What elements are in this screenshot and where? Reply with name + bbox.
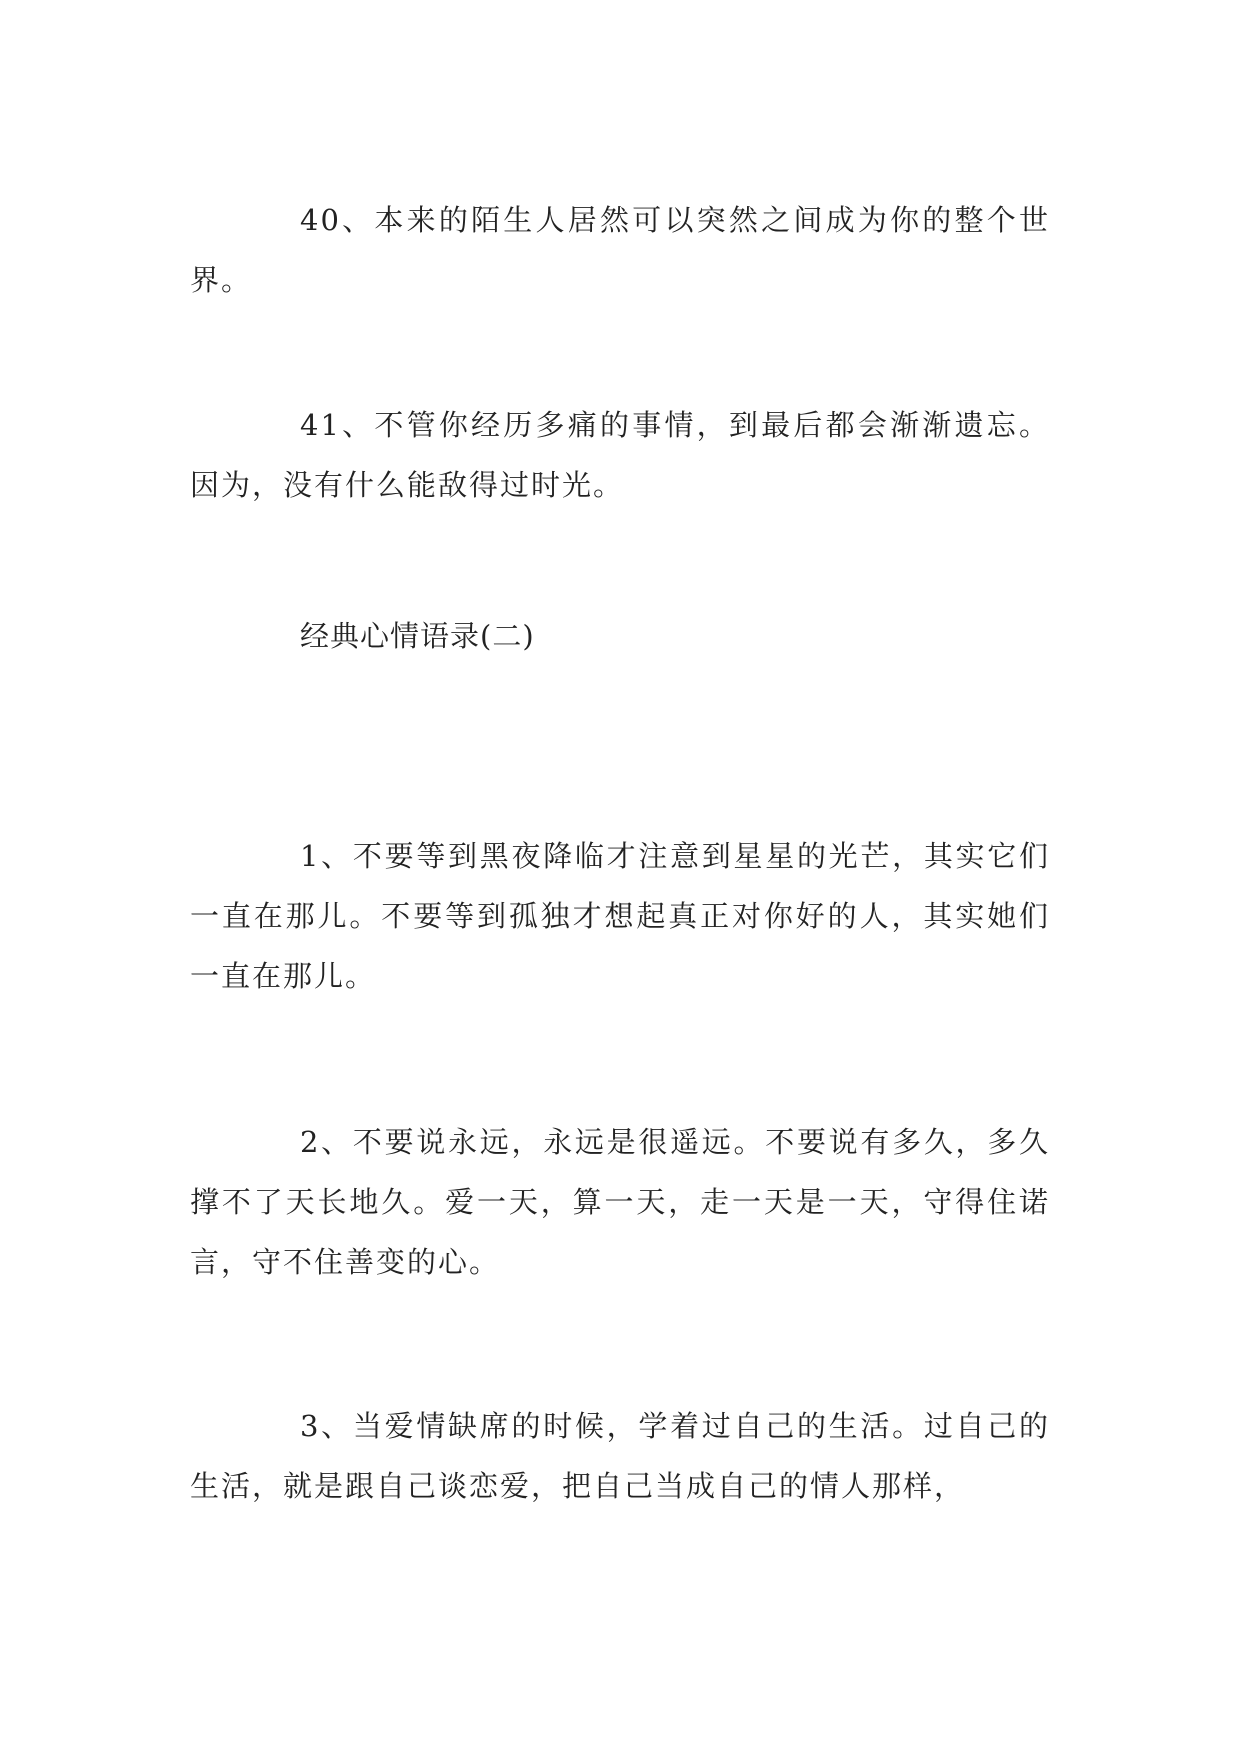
paragraph-2: 2、不要说永远，永远是很遥远。不要说有多久，多久撑不了天长地久。爱一天，算一天，走一天是一天，守得住诺言，守不住善变的心。 — [190, 1125, 1050, 1279]
paragraph-41: 41、不管你经历多痛的事情，到最后都会渐渐遗忘。因为，没有什么能敌得过时光。 — [190, 408, 1050, 502]
paragraph-3: 3、当爱情缺席的时候，学着过自己的生活。过自己的生活，就是跟自己谈恋爱，把自己当成自己的情人那样， — [190, 1409, 1050, 1503]
section-heading: 经典心情语录(二) — [300, 619, 535, 653]
paragraph-1: 1、不要等到黑夜降临才注意到星星的光芒，其实它们一直在那儿。不要等到孤独才想起真正对你好的人，其实她们一直在那儿。 — [190, 839, 1050, 993]
paragraph-40: 40、本来的陌生人居然可以突然之间成为你的整个世界。 — [190, 203, 1050, 297]
